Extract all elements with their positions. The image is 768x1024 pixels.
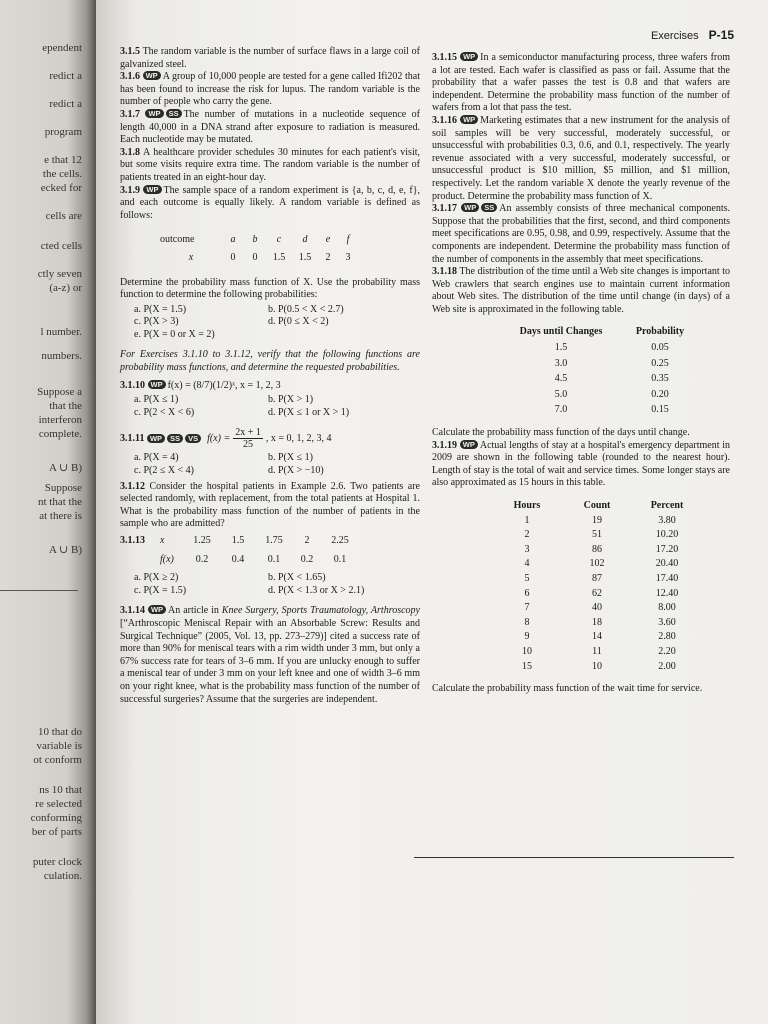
exercise-number: 3.1.9 — [120, 184, 140, 196]
count-cell: 19 — [592, 514, 602, 526]
count-cell: 11 — [592, 645, 602, 657]
margin-text-fragment: redict a — [49, 70, 82, 82]
table-row — [492, 600, 702, 615]
page-number: P-15 — [708, 28, 734, 42]
exercise-text: A healthcare provider schedules 30 minutes for each patient's visit, but some visits require extra time. The random variable is the number of patients treated in an eight-hour day. — [120, 146, 420, 183]
table-row — [502, 339, 700, 355]
column-header: Probability — [635, 326, 685, 338]
probability-cell: 0.05 — [651, 342, 669, 354]
margin-text-fragment: ber of parts — [31, 826, 82, 838]
count-cell: 62 — [592, 587, 602, 599]
f-label: f(x) — [160, 553, 174, 565]
exercise-3-1-11 — [120, 427, 420, 450]
wp-badge: WP — [148, 380, 166, 389]
table-row — [502, 386, 700, 402]
exercise-number: 3.1.6 — [120, 71, 140, 83]
exercise-3-1-6 — [120, 71, 420, 109]
exercise-number: 3.1.14 — [120, 605, 145, 617]
running-header — [651, 28, 734, 42]
margin-text-fragment: variable is — [36, 740, 82, 752]
formula-lhs: f(x) = — [207, 432, 231, 444]
exercise-3-1-13-table — [120, 535, 358, 566]
table-row — [492, 629, 702, 644]
exercise-text: In a semiconductor manufacturing process, three wafers from a lot are tested. Each wafer is classified as pass or fail. Assume that the probability that a wafer passes the test is 0.8 and that wafers are independent. Determine the probability mass function of the number of wafers from a lot that pass the test. — [432, 52, 731, 114]
outcome-cell: b — [252, 234, 258, 246]
options-3-1-10 — [134, 394, 420, 419]
option: a. P(X ≤ 1) — [134, 394, 179, 406]
table-row — [492, 615, 702, 630]
exercise-3-1-9 — [120, 185, 420, 223]
left-column — [120, 46, 420, 706]
wp-badge: WP — [460, 440, 478, 449]
margin-text-fragment: that the — [49, 400, 82, 412]
textbook-page — [96, 0, 768, 1024]
exercise-3-1-15 — [432, 52, 730, 115]
exercise-3-1-18 — [432, 266, 730, 316]
hours-cell: 8 — [524, 616, 530, 628]
hospital-stay-table — [492, 500, 702, 673]
x-cell: 1.5 — [298, 251, 312, 263]
option: c. P(X = 1.5) — [134, 584, 187, 596]
exercise-text: The distribution of the time until a Web site changes is important to Web crawlers that search engines use to maintain current information about Web sites. The distribution of the time until change (in days) of a Web site is approximated in the following table. — [432, 266, 730, 315]
exercise-3-1-12 — [120, 481, 420, 531]
exercise-number: 3.1.19 — [432, 439, 457, 451]
wp-badge: WP — [145, 109, 163, 118]
footer-rule — [414, 857, 734, 858]
percent-cell: 2.00 — [658, 660, 676, 672]
exercise-text: The number of mutations in a nucleotide sequence of length 40,000 in a DNA strand after exposure to radiation is measured. Each nucleotide may be mutated. — [120, 108, 420, 146]
exercise-number: 3.1.18 — [432, 266, 457, 278]
x-cell: 0 — [230, 251, 236, 263]
exercise-text: A group of 10,000 people are tested for a gene called Ifi202 that has been found to increase the risk for lupus. The random variable is the number of people who carry the gene. — [120, 71, 420, 108]
exercise-3-1-5 — [120, 46, 420, 71]
options-3-1-9 — [134, 304, 420, 342]
f-cell: 0.1 — [267, 553, 281, 565]
percent-cell: 10.20 — [655, 529, 679, 541]
margin-text-fragment: ot conform — [33, 754, 82, 766]
f-cell: 0.2 — [300, 553, 314, 565]
table-row — [492, 527, 702, 542]
exercise-number: 3.1.17 — [432, 203, 457, 215]
option: b. P(X < 1.65) — [268, 572, 326, 584]
margin-text-fragment: A ∪ B) — [48, 462, 82, 474]
exercise-number: 3.1.16 — [432, 114, 457, 126]
margin-text-fragment: cted cells — [40, 240, 82, 252]
exercise-text: Consider the hospital patients in Example 2.6. Two patients are selected randomly, with replacement, from the total patients at Hospital 1. What is the probability mass function of the number of patients in the sample who are admitted? — [120, 480, 420, 530]
option: b. P(0.5 < X < 2.7) — [268, 303, 344, 315]
margin-text-fragment: A ∪ B) — [48, 544, 82, 556]
table-row — [502, 401, 700, 417]
count-cell: 87 — [592, 572, 602, 584]
hours-table-body — [492, 513, 702, 674]
exercise-text: An article in — [168, 605, 222, 617]
hours-cell: 6 — [524, 587, 530, 599]
x-cell: 1.75 — [265, 535, 283, 546]
wp-badge: WP — [148, 605, 166, 614]
percent-cell: 12.40 — [655, 587, 679, 599]
probability-cell: 0.25 — [651, 357, 669, 369]
count-cell: 14 — [592, 631, 602, 643]
count-cell: 10 — [592, 660, 602, 672]
ss-badge: SS — [166, 109, 182, 118]
instructions-3-1-18: Calculate the probability mass function of the days until change. — [432, 427, 690, 439]
exercise-3-1-16 — [432, 115, 730, 203]
right-column — [432, 52, 730, 696]
margin-text-fragment: puter clock — [32, 856, 82, 868]
option: a. P(X = 4) — [134, 452, 179, 464]
option: b. P(X ≤ 1) — [268, 452, 313, 464]
hours-cell: 4 — [524, 558, 530, 570]
days-table-body — [502, 339, 700, 417]
ss-badge: SS — [481, 203, 497, 212]
option: b. P(X > 1) — [268, 394, 314, 406]
x-cell: 3 — [345, 251, 351, 263]
margin-text-fragment: culation. — [43, 870, 82, 882]
ss-badge: SS — [167, 434, 183, 443]
margin-text-fragment: re selected — [35, 798, 82, 810]
count-cell: 40 — [592, 602, 602, 614]
exercise-3-1-14 — [120, 605, 420, 706]
column-header: Hours — [513, 500, 541, 511]
count-cell: 51 — [592, 529, 602, 541]
count-cell: 18 — [592, 616, 602, 628]
exercise-3-1-8 — [120, 147, 420, 185]
margin-text-fragment: ctly seven — [37, 268, 82, 280]
exercise-number: 3.1.5 — [120, 46, 140, 57]
exercise-number: 3.1.11 — [120, 432, 145, 444]
journal-title: Knee Surgery, Sports Traumatology, Arthroscopy — [221, 605, 420, 617]
exercise-number: 3.1.7 — [120, 108, 140, 120]
instructions-3-1-9: Determine the probability mass function of X. Use the probability mass function to determine the following probabilities: — [120, 276, 420, 301]
exercise-3-1-7 — [120, 109, 420, 147]
x-cell: 2 — [304, 535, 310, 546]
days-cell: 4.5 — [554, 373, 568, 385]
probability-cell: 0.15 — [651, 404, 669, 416]
exercise-text: Actual lengths of stay at a hospital's emergency department in 2009 are shown in the following table (rounded to the nearest hour). Length of stay is the total of wait and service times. Some longer stays are also approximated as 15 hours in this table. — [432, 439, 731, 489]
percent-cell: 3.60 — [658, 616, 676, 628]
previous-page-margin — [0, 0, 96, 1024]
options-3-1-13 — [134, 572, 420, 597]
hours-cell: 10 — [522, 645, 532, 657]
margin-text-fragment: ecked for — [40, 182, 82, 194]
table-row — [492, 542, 702, 557]
column-header: Days until Changes — [519, 326, 603, 338]
table-row — [492, 659, 702, 674]
table-row — [492, 586, 702, 601]
exercise-text: Marketing estimates that a new instrument for the analysis of soil samples will be very successful, moderately successful, or unsuccessful with probabilities 0.3, 0.6, and 0.1, respectively. The yearly revenue associated with a very successful, moderately successful, or unsuccessful product is $10 million, $5 million, and $1 million, respectively. Let the random variable X denote the yearly revenue of the product. Determine the probability mass function of X. — [432, 114, 730, 202]
table-row — [492, 513, 702, 528]
wp-badge: WP — [460, 115, 478, 124]
count-cell: 86 — [592, 543, 602, 555]
outcome-cell: a — [230, 234, 236, 246]
instructions-3-1-19: Calculate the probability mass function of the wait time for service. — [432, 683, 703, 695]
exercise-text: The random variable is the number of surface flaws in a large coil of galvanized steel. — [120, 46, 420, 70]
table-row — [492, 644, 702, 659]
f-cell: 0.1 — [333, 553, 347, 565]
days-until-change-table — [502, 326, 700, 417]
margin-text-fragment: redict a — [49, 98, 82, 110]
wp-badge: WP — [460, 52, 478, 61]
column-header: Count — [583, 500, 611, 511]
margin-text-fragment: l number. — [40, 326, 82, 338]
margin-text-fragment: ependent — [42, 42, 82, 54]
exercise-number: 3.1.10 — [120, 379, 145, 391]
exercise-number: 3.1.12 — [120, 480, 145, 492]
percent-cell: 3.80 — [658, 514, 676, 526]
outcome-cell: c — [276, 234, 282, 246]
column-header: Percent — [650, 500, 684, 511]
option: a. P(X ≥ 2) — [134, 572, 179, 584]
margin-text-fragment: Suppose a — [37, 386, 82, 398]
exercise-number: 3.1.8 — [120, 146, 140, 158]
option: d. P(0 ≤ X < 2) — [268, 316, 329, 328]
wp-badge: WP — [143, 185, 161, 194]
hours-cell: 15 — [522, 660, 532, 672]
margin-text-fragment: numbers. — [41, 350, 82, 362]
numerator: 2x + 1 — [235, 427, 261, 439]
vs-badge: VS — [185, 434, 201, 443]
option: c. P(2 ≤ X < 4) — [134, 465, 195, 477]
margin-rule — [0, 590, 78, 591]
x-cell: 2.25 — [331, 535, 349, 546]
hours-cell: 2 — [524, 529, 530, 541]
outcome-cell: d — [302, 234, 308, 246]
exercise-text: An assembly consists of three mechanical components. Suppose that the probabilities that the first, second, and third components meet specifications are 0.95, 0.98, and 0.99, respectively. Assume that the components are independent. Determine the probability mass function of the number of components in the assembly that meet specifications. — [432, 203, 731, 265]
wp-badge: WP — [143, 71, 161, 80]
percent-cell: 2.20 — [658, 645, 676, 657]
outcome-cell: e — [325, 234, 331, 246]
x-cell: 0 — [252, 251, 258, 263]
options-3-1-11 — [134, 452, 420, 477]
exercise-number: 3.1.13 — [120, 535, 145, 546]
margin-text-fragment: at there is — [39, 510, 82, 522]
denominator: 25 — [243, 439, 254, 451]
margin-text-fragment: (a-z) or — [49, 282, 82, 294]
pmf-formula: f(x) = (8/7)(1/2)ˣ, x = 1, 2, 3 — [167, 379, 281, 391]
formula-domain: , x = 0, 1, 2, 3, 4 — [265, 432, 332, 444]
count-cell: 102 — [589, 558, 605, 570]
percent-cell: 8.00 — [658, 602, 676, 614]
probability-cell: 0.35 — [651, 373, 669, 385]
margin-text-fragment: nt that the — [38, 496, 82, 508]
exercise-text: The sample space of a random experiment is {a, b, c, d, e, f}, and each outcome is equally likely. A random variable is defined as follows: — [120, 184, 420, 221]
exercise-text: [“Arthroscopic Meniscal Repair with an Absorbable Screw: Results and Surgical Technique” (2005, Vol. 13, pp. 273–279)] cited a success rate of more than 90% for meniscal tears with a rim width under 3 mm, but only a 67% success rate for tears of 3–6 mm. If you are unlucky enough to suffer a meniscal tear of under 3 mm on your left knee and one of width 3–6 mm on your right knee, what is the probability mass function of the number of successful surgeries? Assume that the surgeries are independent. — [120, 617, 420, 705]
option: e. P(X = 0 or X = 2) — [134, 328, 215, 340]
f-cell: 0.2 — [195, 553, 209, 565]
hours-cell: 7 — [524, 602, 530, 614]
margin-text-fragment: e that 12 — [44, 154, 82, 166]
hours-cell: 9 — [524, 631, 530, 643]
hours-cell: 3 — [524, 543, 530, 555]
option: d. P(X < 1.3 or X > 2.1) — [268, 584, 365, 596]
x-cell: 1.5 — [272, 251, 286, 263]
x-label: x — [188, 251, 194, 263]
table-row — [502, 355, 700, 371]
margin-text-fragment: conforming — [30, 812, 82, 824]
hours-cell: 5 — [524, 572, 530, 584]
option: c. P(X > 3) — [134, 316, 179, 328]
option: d. P(X ≤ 1 or X > 1) — [268, 406, 350, 418]
probability-cell: 0.20 — [651, 388, 669, 400]
x-label: x — [160, 535, 165, 546]
wp-badge: WP — [461, 203, 479, 212]
percent-cell: 20.40 — [655, 558, 679, 570]
hours-cell: 1 — [524, 514, 530, 526]
margin-text-fragment: 10 that do — [38, 726, 82, 738]
margin-text-fragment: Suppose — [44, 482, 82, 494]
fraction — [233, 427, 263, 450]
days-cell: 1.5 — [554, 342, 568, 354]
outcome-cell: f — [346, 234, 350, 246]
wp-badge: WP — [147, 434, 165, 443]
days-cell: 5.0 — [554, 388, 568, 400]
outcome-label: outcome — [160, 234, 195, 246]
table-row — [502, 370, 700, 386]
option: a. P(X = 1.5) — [134, 303, 187, 315]
percent-cell: 17.40 — [655, 572, 679, 584]
x-cell: 1.25 — [193, 535, 211, 546]
x-cell: 2 — [325, 251, 331, 263]
section-title: Exercises — [650, 30, 699, 42]
exercise-3-1-19 — [432, 440, 730, 490]
exercise-3-1-17 — [432, 203, 730, 266]
exercise-number: 3.1.15 — [432, 52, 457, 63]
margin-text-fragment: ns 10 that — [39, 784, 82, 796]
f-cell: 0.4 — [231, 553, 245, 565]
x-cell: 1.5 — [231, 535, 245, 546]
exercise-group-intro: For Exercises 3.1.10 to 3.1.12, verify that the following functions are probability mass functions, and determine the requested probabilities. — [120, 349, 420, 374]
margin-text-fragment: complete. — [38, 428, 82, 440]
margin-text-fragment: the cells. — [42, 168, 82, 180]
margin-text-fragment: program — [44, 126, 82, 138]
percent-cell: 17.20 — [655, 543, 679, 555]
exercise-3-1-10 — [120, 380, 420, 393]
outcome-table — [160, 234, 358, 264]
option: c. P(2 < X < 6) — [134, 406, 195, 418]
table-row — [492, 571, 702, 586]
days-cell: 7.0 — [554, 404, 568, 416]
margin-text-fragment: interferon — [38, 414, 82, 426]
margin-text-fragment: cells are — [45, 210, 82, 222]
table-row — [492, 556, 702, 571]
percent-cell: 2.80 — [658, 631, 676, 643]
days-cell: 3.0 — [554, 357, 568, 369]
option: d. P(X > −10) — [268, 465, 324, 477]
